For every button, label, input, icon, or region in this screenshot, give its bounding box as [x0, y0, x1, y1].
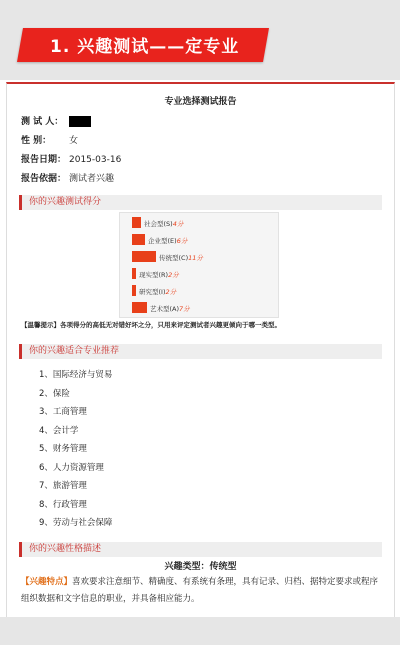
chart-bar-label: [150, 304, 190, 313]
chart-value-label: 4分: [172, 220, 184, 228]
field-gender-label: 性 别：: [21, 136, 52, 146]
chart-bar-label: [159, 253, 203, 262]
field-basis-label: 报告依据：: [21, 174, 67, 184]
field-date: [21, 152, 121, 165]
section-personality-header: 你的兴趣性格描述: [19, 542, 382, 557]
field-tester: [21, 114, 91, 127]
chart-bar-label: [144, 219, 183, 228]
report-card: [6, 82, 395, 619]
chart-bar: [132, 285, 136, 296]
section-scores-header: 你的兴趣测试得分: [19, 195, 382, 210]
list-item: 9、劳动与社会保障: [39, 518, 113, 528]
field-gender-value: 女: [69, 136, 79, 146]
section-majors-header: 你的兴趣适合专业推荐: [19, 344, 382, 359]
field-date-value: 2015-03-16: [69, 155, 122, 165]
chart-bar-label: [139, 287, 176, 296]
field-gender: [21, 133, 78, 146]
chart-bar-label: [148, 236, 187, 245]
chart-bar: [132, 302, 147, 313]
chart-category-label: 研究型(I): [139, 288, 166, 296]
chart-category-label: 社会型(S): [144, 220, 173, 228]
chart-bar: [132, 268, 136, 279]
field-date-label: 报告日期：: [21, 155, 67, 165]
chart-value-label: 11分: [188, 254, 203, 262]
chart-value-label: 2分: [165, 288, 177, 296]
list-item: 8、行政管理: [39, 499, 87, 510]
banner-title: 1. 兴趣测试——定专业: [50, 37, 240, 57]
chart-bar: [132, 234, 145, 245]
bottom-strip: [0, 617, 400, 645]
list-item: 3、工商管理: [39, 407, 87, 417]
report-title: 专业选择测试报告: [164, 97, 237, 107]
score-chart: [119, 212, 279, 318]
chart-bar: [132, 251, 156, 262]
feature-text: 喜欢要求注意细节、精确度、有系统有条理，具有记录、归档、据特定要求或程序组织数据和文字信息的职业，并具备相应能力。: [21, 577, 379, 604]
list-item: 7、旅游管理: [39, 481, 87, 491]
chart-value-label: 2分: [168, 271, 179, 279]
chart-value-label: 6分: [176, 237, 188, 245]
chart-category-label: 企业型(E): [148, 237, 177, 245]
list-item: 1、国际经济与贸易: [39, 370, 113, 380]
list-item: 4、会计学: [39, 425, 79, 436]
feature-label: 【兴趣特点】: [21, 577, 73, 587]
tip-text: 【温馨提示】各项得分的高低无对错好坏之分，只用来评定测试者兴趣更倾向于哪一类型。: [21, 321, 281, 329]
personality-type-title: 兴趣类型：传统型: [164, 562, 237, 572]
chart-value-label: 7分: [179, 305, 190, 313]
redacted-name: [69, 116, 91, 127]
list-item: 6、人力资源管理: [39, 462, 104, 473]
chart-category-label: 现实型(R): [139, 271, 169, 279]
header-banner: [0, 0, 400, 80]
list-item: 5、财务管理: [39, 444, 87, 454]
personality-feature: [21, 574, 386, 608]
chart-category-label: 艺术型(A): [150, 305, 180, 313]
list-item: 2、保险: [39, 388, 70, 399]
field-tester-label: 测 试 人：: [21, 117, 64, 127]
chart-bar-label: [139, 270, 179, 279]
field-basis: [21, 171, 114, 184]
field-basis-value: 测试者兴趣: [69, 174, 115, 184]
chart-bar: [132, 217, 141, 228]
chart-category-label: 传统型(C): [159, 254, 189, 262]
